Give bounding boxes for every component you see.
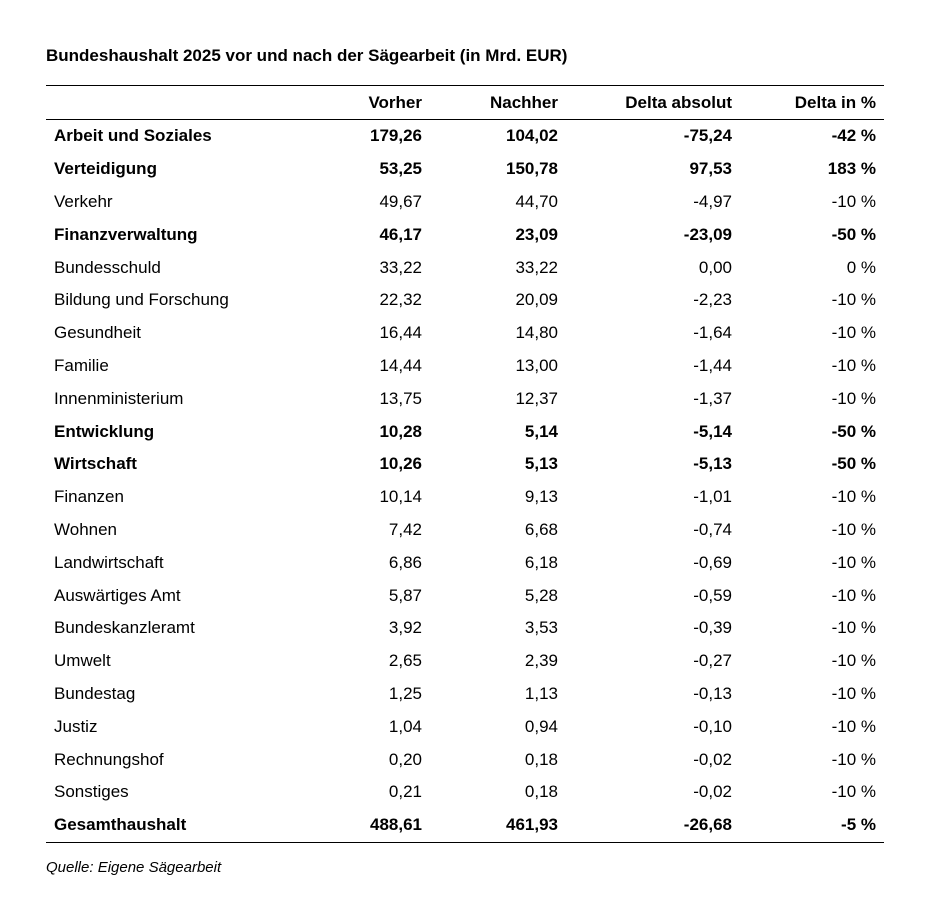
header-row (46, 86, 884, 120)
table-row (46, 546, 884, 579)
cell-nachher: 12,37 (515, 388, 558, 408)
cell-delta-absolut: -0,02 (693, 749, 732, 769)
table-row (46, 579, 884, 612)
table-row (46, 284, 884, 317)
cell-delta-absolut: -0,39 (693, 618, 732, 638)
cell-nachher: 3,53 (524, 618, 558, 638)
cell-vorher: 3,92 (388, 618, 422, 638)
header-delta-absolut: Delta absolut (566, 86, 740, 120)
cell-ressort: Sonstiges (54, 782, 129, 802)
cell-delta-absolut: 0,00 (698, 257, 732, 277)
cell-delta-absolut: -0,02 (693, 782, 732, 802)
source-note: Quelle: Eigene Sägearbeit (46, 858, 222, 876)
cell-nachher: 33,22 (515, 257, 558, 277)
cell-nachher: 0,18 (524, 782, 558, 802)
cell-delta-absolut: -0,27 (693, 651, 732, 671)
header-delta-prozent: Delta in % (740, 86, 884, 120)
table-row (46, 251, 884, 284)
cell-ressort: Rechnungshof (54, 749, 164, 769)
table-row (46, 317, 884, 350)
cell-delta-prozent: -10 % (831, 749, 876, 769)
cell-nachher: 0,18 (524, 749, 558, 769)
cell-delta-prozent: -10 % (831, 552, 876, 572)
table-row (46, 743, 884, 776)
cell-vorher: 1,25 (388, 683, 422, 703)
cell-vorher: 6,86 (388, 552, 422, 572)
cell-vorher: 13,75 (379, 388, 422, 408)
cell-ressort: Verteidigung (54, 159, 157, 179)
cell-delta-prozent: -10 % (831, 290, 876, 310)
cell-nachher: 6,18 (524, 552, 558, 572)
table-row (46, 448, 884, 481)
header-nachher: Nachher (430, 86, 566, 120)
cell-delta-absolut: -5,13 (693, 454, 732, 474)
cell-delta-prozent: -50 % (831, 454, 876, 474)
cell-ressort: Bundesschuld (54, 257, 161, 277)
table-row (46, 120, 884, 153)
cell-nachher: 14,80 (515, 323, 558, 343)
cell-ressort: Arbeit und Soziales (54, 126, 212, 146)
cell-ressort: Finanzen (54, 487, 124, 507)
cell-vorher: 10,28 (379, 421, 422, 441)
table-body (46, 120, 884, 843)
cell-delta-absolut: -1,01 (693, 487, 732, 507)
table-row (46, 382, 884, 415)
cell-nachher: 461,93 (506, 815, 558, 835)
cell-vorher: 7,42 (388, 519, 422, 539)
cell-vorher: 10,26 (379, 454, 422, 474)
cell-vorher: 2,65 (388, 651, 422, 671)
cell-delta-prozent: -10 % (831, 651, 876, 671)
table-title: Bundeshaushalt 2025 vor und nach der Sägearbeit (in Mrd. EUR) (46, 46, 568, 65)
cell-nachher: 23,09 (515, 224, 558, 244)
table-row (46, 481, 884, 514)
cell-delta-prozent: -10 % (831, 487, 876, 507)
cell-vorher: 22,32 (379, 290, 422, 310)
cell-delta-absolut: -0,69 (693, 552, 732, 572)
cell-nachher: 1,13 (524, 683, 558, 703)
cell-ressort: Landwirtschaft (54, 552, 164, 572)
cell-delta-absolut: -75,24 (683, 126, 732, 146)
table-row (46, 186, 884, 219)
cell-delta-prozent: -50 % (831, 224, 876, 244)
cell-nachher: 150,78 (506, 159, 558, 179)
cell-nachher: 6,68 (524, 519, 558, 539)
cell-vorher: 53,25 (379, 159, 422, 179)
cell-vorher: 14,44 (379, 355, 422, 375)
cell-nachher: 2,39 (524, 651, 558, 671)
table-header (46, 86, 884, 120)
cell-delta-prozent: -10 % (831, 782, 876, 802)
table-row (46, 809, 884, 842)
table-row (46, 645, 884, 678)
cell-delta-prozent: -10 % (831, 323, 876, 343)
cell-vorher: 33,22 (379, 257, 422, 277)
cell-nachher: 5,28 (524, 585, 558, 605)
cell-vorher: 46,17 (379, 224, 422, 244)
cell-ressort: Bundeskanzleramt (54, 618, 195, 638)
cell-vorher: 16,44 (379, 323, 422, 343)
cell-delta-absolut: -23,09 (683, 224, 732, 244)
header-vorher: Vorher (304, 86, 430, 120)
cell-delta-prozent: -10 % (831, 683, 876, 703)
cell-delta-absolut: -2,23 (693, 290, 732, 310)
cell-delta-prozent: -10 % (831, 355, 876, 375)
cell-nachher: 5,13 (524, 454, 558, 474)
cell-vorher: 1,04 (388, 716, 422, 736)
cell-delta-prozent: -10 % (831, 388, 876, 408)
document (46, 44, 884, 876)
cell-ressort: Gesamthaushalt (54, 815, 187, 835)
cell-delta-absolut: -1,44 (693, 355, 732, 375)
table-row (46, 350, 884, 383)
cell-delta-absolut: -1,37 (693, 388, 732, 408)
cell-ressort: Justiz (54, 716, 98, 736)
cell-delta-prozent: -10 % (831, 585, 876, 605)
cell-ressort: Umwelt (54, 651, 111, 671)
cell-ressort: Wirtschaft (54, 454, 137, 474)
cell-delta-prozent: -10 % (831, 716, 876, 736)
cell-delta-prozent: 0 % (846, 257, 876, 277)
cell-nachher: 20,09 (515, 290, 558, 310)
cell-delta-absolut: -5,14 (693, 421, 732, 441)
cell-delta-prozent: -50 % (831, 421, 876, 441)
cell-delta-absolut: -26,68 (683, 815, 732, 835)
table-row (46, 776, 884, 809)
cell-nachher: 5,14 (524, 421, 558, 441)
cell-vorher: 5,87 (388, 585, 422, 605)
cell-vorher: 10,14 (379, 487, 422, 507)
table-row (46, 415, 884, 448)
cell-ressort: Wohnen (54, 519, 118, 539)
cell-ressort: Entwicklung (54, 421, 155, 441)
cell-vorher: 179,26 (370, 126, 422, 146)
cell-ressort: Bildung und Forschung (54, 290, 229, 310)
cell-nachher: 44,70 (515, 191, 558, 211)
cell-ressort: Finanzverwaltung (54, 224, 198, 244)
cell-ressort: Bundestag (54, 683, 136, 703)
cell-delta-absolut: -1,64 (693, 323, 732, 343)
cell-delta-prozent: -5 % (841, 815, 876, 835)
cell-delta-absolut: -4,97 (693, 191, 732, 211)
cell-ressort: Gesundheit (54, 323, 141, 343)
table-row (46, 514, 884, 547)
table-row (46, 612, 884, 645)
cell-ressort: Auswärtiges Amt (54, 585, 181, 605)
cell-delta-absolut: -0,59 (693, 585, 732, 605)
cell-vorher: 49,67 (379, 191, 422, 211)
cell-ressort: Innenministerium (54, 388, 184, 408)
cell-vorher: 488,61 (370, 815, 422, 835)
cell-delta-absolut: -0,13 (693, 683, 732, 703)
cell-nachher: 9,13 (524, 487, 558, 507)
table-row (46, 218, 884, 251)
cell-delta-prozent: -10 % (831, 191, 876, 211)
cell-delta-prozent: -10 % (831, 618, 876, 638)
budget-table (46, 85, 884, 843)
cell-delta-prozent: -42 % (831, 126, 876, 146)
cell-vorher: 0,21 (388, 782, 422, 802)
cell-delta-absolut: -0,10 (693, 716, 732, 736)
cell-vorher: 0,20 (388, 749, 422, 769)
cell-nachher: 13,00 (515, 355, 558, 375)
cell-delta-prozent: 183 % (827, 159, 876, 179)
table-row (46, 678, 884, 711)
table-row (46, 710, 884, 743)
cell-ressort: Verkehr (54, 191, 113, 211)
cell-nachher: 104,02 (506, 126, 558, 146)
cell-nachher: 0,94 (524, 716, 558, 736)
header-ressort (46, 86, 304, 120)
cell-ressort: Familie (54, 355, 109, 375)
cell-delta-prozent: -10 % (831, 519, 876, 539)
cell-delta-absolut: 97,53 (689, 159, 732, 179)
cell-delta-absolut: -0,74 (693, 519, 732, 539)
table-row (46, 153, 884, 186)
